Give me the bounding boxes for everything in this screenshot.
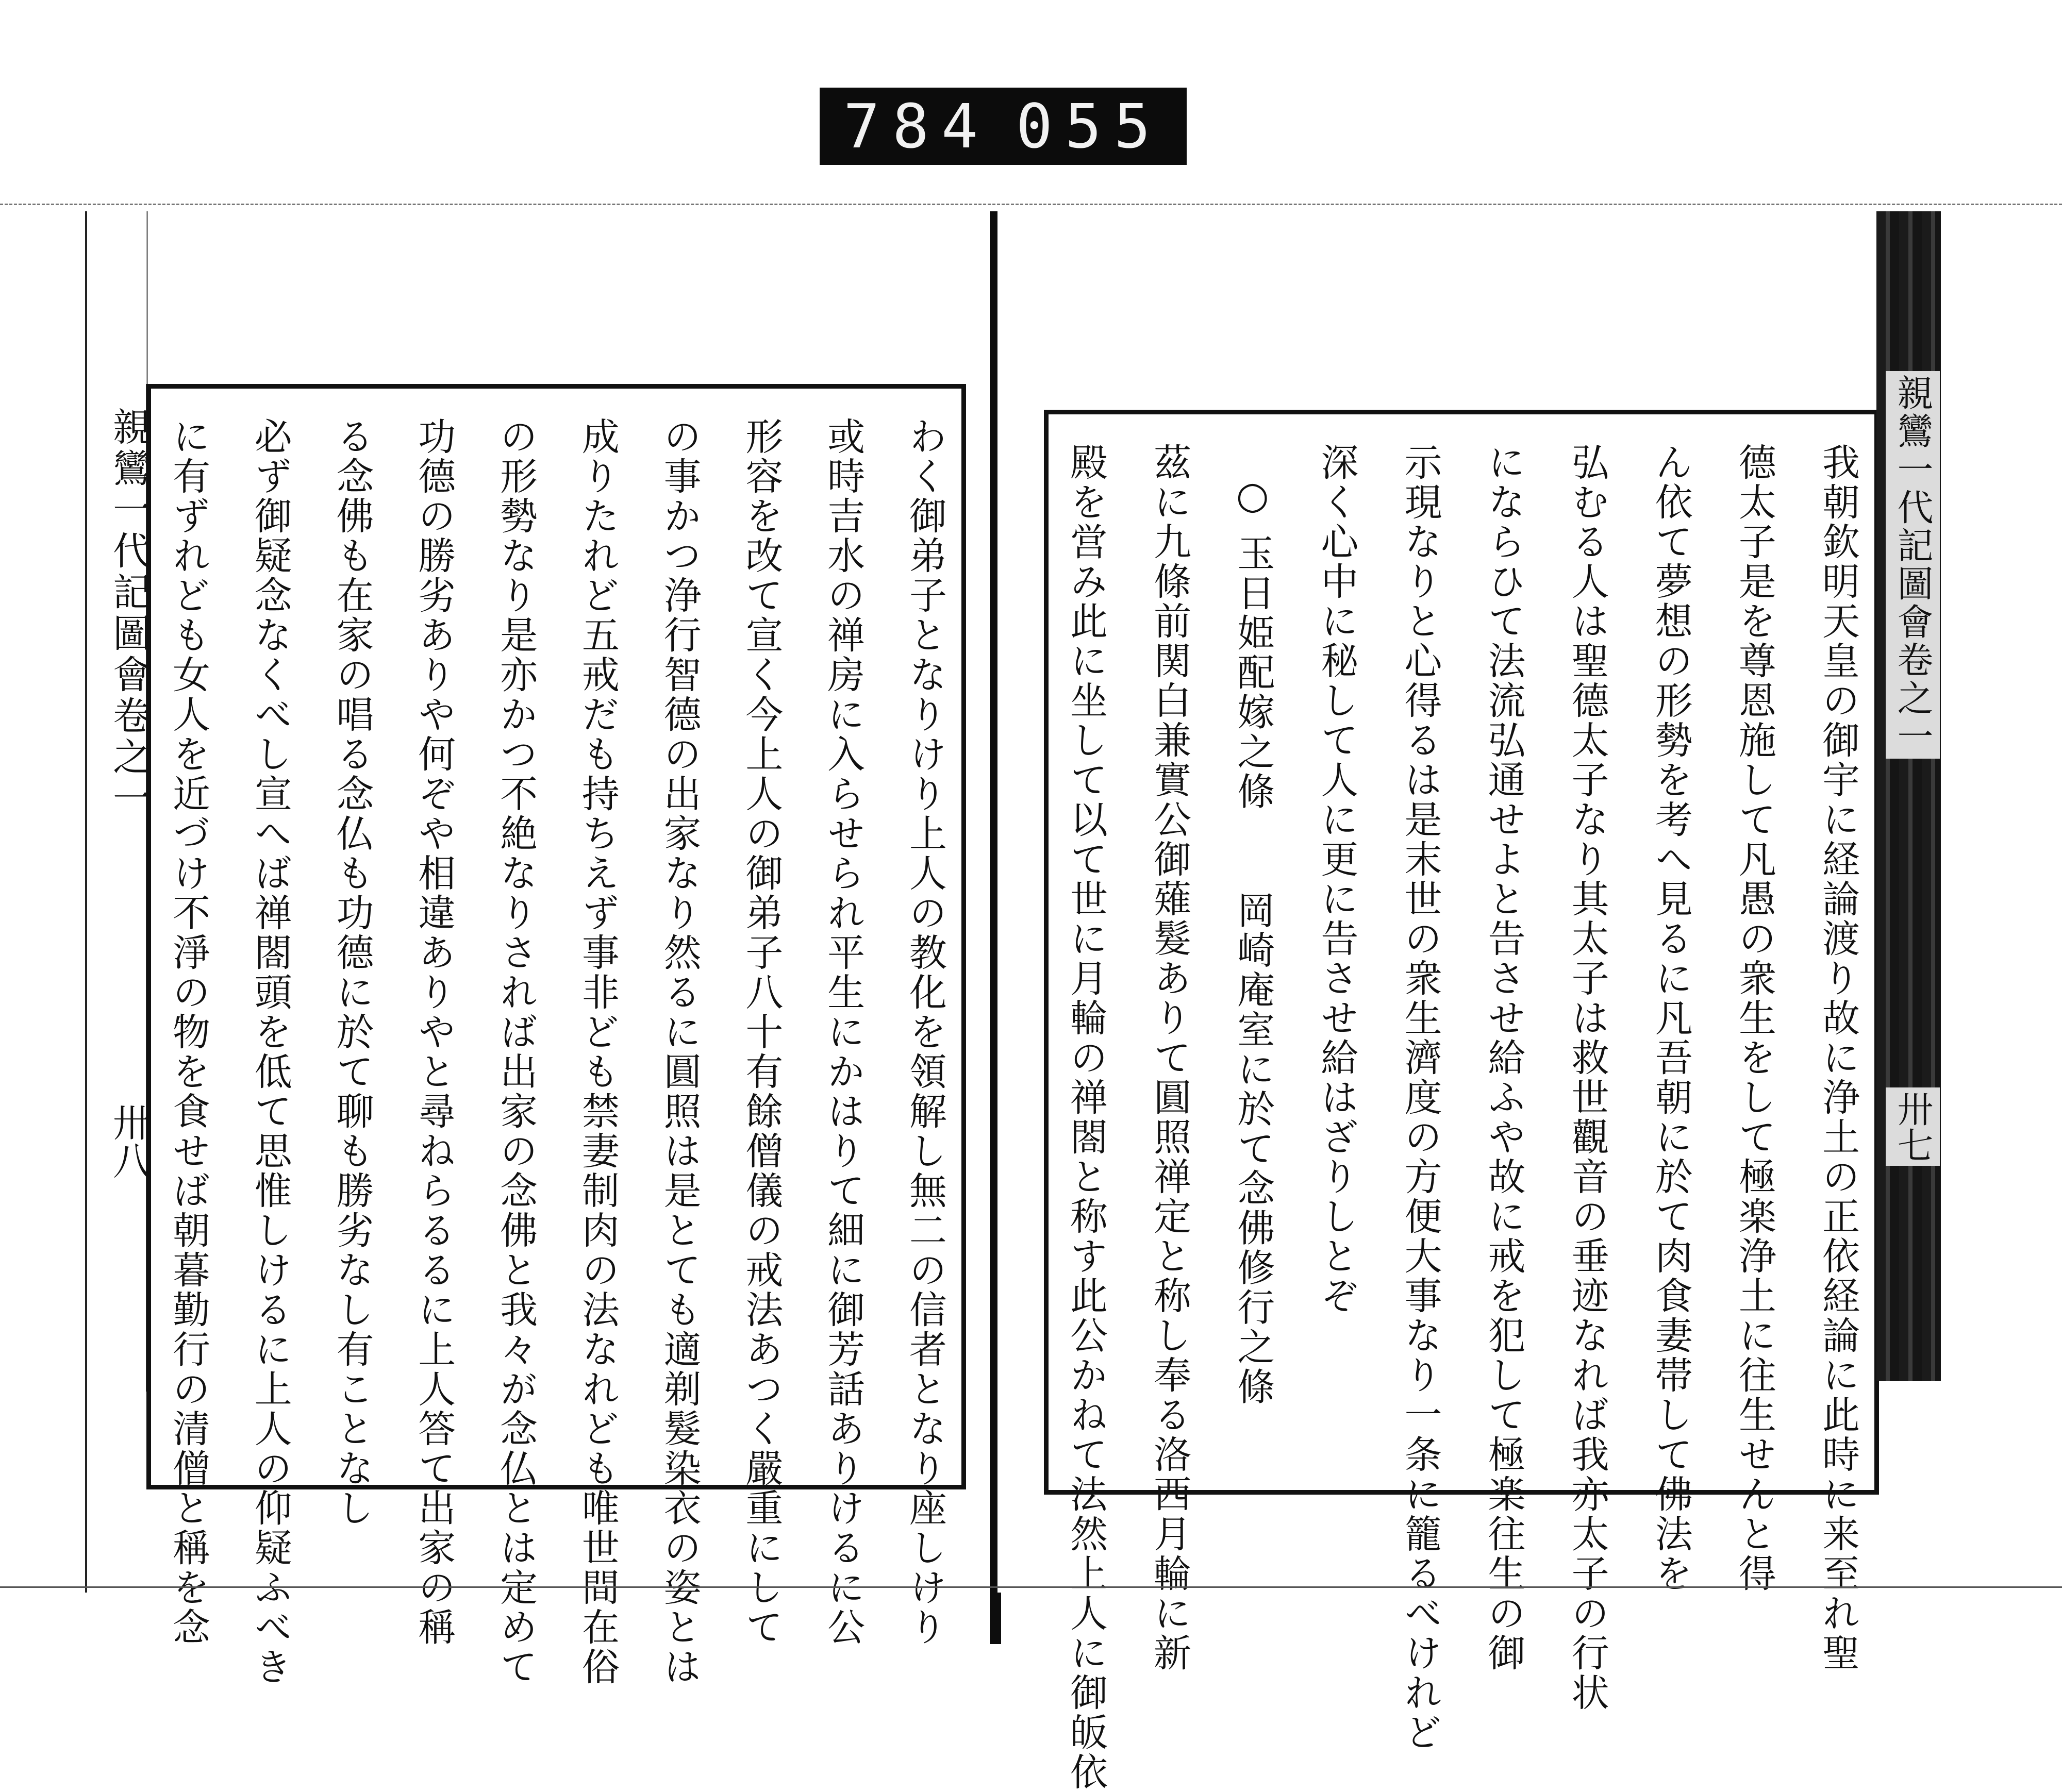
left-page-margin (96, 211, 151, 1392)
text-column: にならひて法流弘通せよと告させ給ふや故に戒を犯して極楽往生の御 (1481, 443, 1525, 1673)
call-number-part-1: 784 (843, 91, 991, 162)
text-column: る念佛も在家の唱る念仏も功德に於て聊も勝劣なし有ことなし (329, 417, 374, 1528)
call-number-label (820, 88, 1187, 165)
text-column: 我朝欽明天皇の御宇に経論渡り故に浄土の正依経論に此時に来至れ聖 (1815, 443, 1859, 1673)
text-column: の事かつ浄行智德の出家なり然るに圓照は是とても適剃髮染衣の姿とは (657, 417, 701, 1687)
text-column: 必ず御疑念なくべし宣へば禅閤頭を低て思惟しけるに上人の仰疑ふべき (247, 417, 292, 1687)
text-column: 示現なりと心得るは是末世の衆生濟度の方便大事なり一条に籠るべけれど (1398, 443, 1442, 1752)
left-page (85, 211, 984, 1687)
right-text-frame (1044, 410, 1879, 1792)
text-column: 弘むる人は聖德太子なり其太子は救世觀音の垂迹なれば我亦太子の行状 (1565, 443, 1609, 1713)
text-column: に有ずれども女人を近づけ不淨の物を食せば朝暮勤行の清僧と稱を念 (166, 417, 210, 1647)
left-text-columns (166, 417, 946, 1687)
text-column: 功德の勝劣ありや何ぞや相違ありやと尋ねらるるに上人答て出家の稱 (411, 417, 456, 1647)
text-column: 成りたれど五戒だも持ちえず事非ども禁妻制肉の法なれども唯世間在俗 (575, 417, 619, 1687)
text-column: わく御弟子となりけり上人の教化を領解し無二の信者となり座しけり (902, 417, 946, 1647)
text-column: 或時吉水の禅房に入らせられ平生にかはりて細に御芳話ありけるに公 (821, 417, 865, 1647)
scan-edge-top (0, 204, 2062, 205)
left-margin-title: 親鸞一代記圖會卷之一 (107, 407, 151, 819)
right-page-edge (1876, 211, 1941, 1381)
text-column: 深く心中に秘して人に更に告させ給はざりしとぞ (1314, 443, 1358, 1316)
text-column: 形容を改て宣く今上人の御弟子八十有餘僧儀の戒法あつく嚴重にして (739, 417, 783, 1647)
right-margin-title: 親鸞一代記圖會卷之一 (1886, 371, 1940, 759)
left-text-frame (146, 384, 966, 1687)
text-column: の形勢なり是亦かつ不絶なりされば出家の念佛と我々が念仏とは定めて (493, 417, 538, 1687)
text-column: 德太子是を尊恩施して凡愚の衆生をして極楽浄土に往生せんと得 (1732, 443, 1776, 1594)
right-page (997, 211, 1941, 1792)
section-heading: ○ 玉日姫配嫁之條 岡崎庵室に於て念佛修行之條 (1230, 474, 1275, 1407)
scan-edge-bottom (0, 1586, 2062, 1588)
text-column: 殿を営み此に坐して以て世に月輪の禅閤と称す此公かねて法然上人に御皈依 (1063, 443, 1107, 1792)
right-text-columns (1063, 443, 1859, 1792)
left-page-number: 卅八 (107, 1103, 151, 1179)
call-number-part-2: 055 (1016, 91, 1163, 162)
right-page-number: 卅七 (1886, 1087, 1940, 1166)
text-column: 茲に九條前関白兼實公御薙髮ありて圓照禅定と称し奉る洛西月輪に新 (1147, 443, 1191, 1673)
text-column: ん依て夢想の形勢を考へ見るに凡吾朝に於て肉食妻帯して佛法を (1648, 443, 1692, 1594)
